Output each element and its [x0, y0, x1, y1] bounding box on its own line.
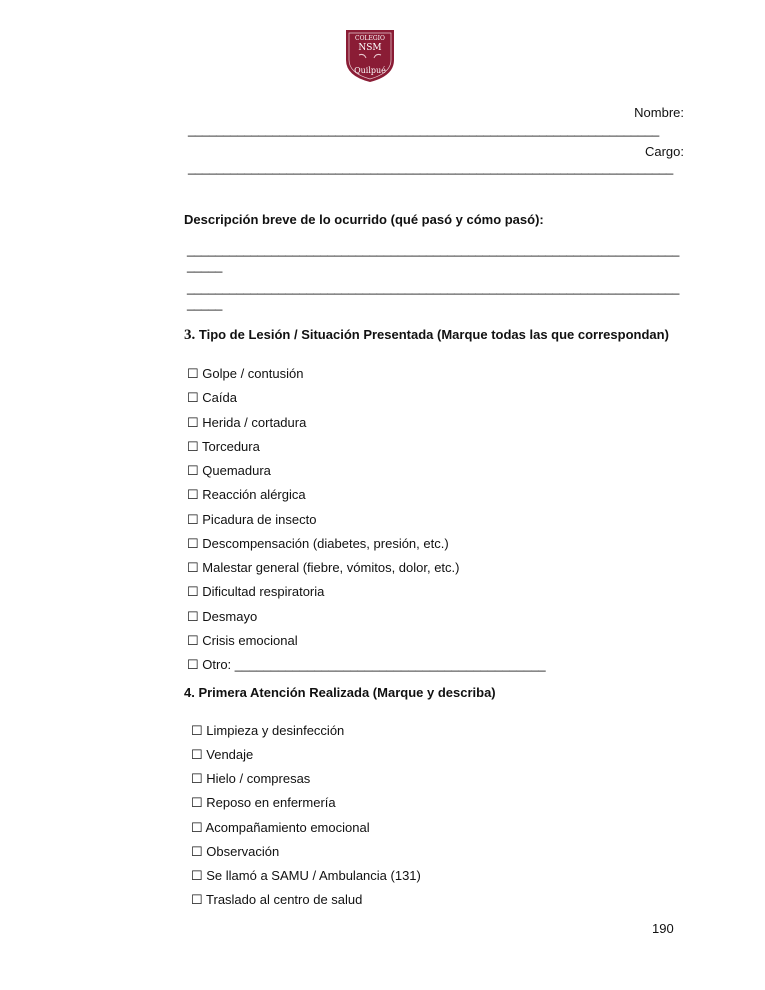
checkbox-otro[interactable]: ☐ Otro: ___________________________________________ [187, 657, 546, 672]
checkbox-acompanamiento[interactable]: ☐ Acompañamiento emocional [191, 820, 370, 835]
section-3-heading [184, 327, 669, 344]
page-number: 190 [652, 921, 674, 936]
checkbox-vendaje[interactable]: ☐ Vendaje [191, 747, 254, 762]
checkbox-torcedura[interactable]: ☐ Torcedura [187, 439, 260, 454]
checkbox-crisis-emocional[interactable]: ☐ Crisis emocional [187, 633, 298, 648]
description-line-2-wrap: _____ [187, 296, 223, 311]
section-4-heading: 4. Primera Atención Realizada (Marque y describa) [184, 685, 496, 700]
nombre-label: Nombre: [634, 105, 684, 120]
logo-line-1: COLEGIO [355, 35, 385, 42]
cargo-line[interactable]: _____________________________________________________________________ [188, 160, 674, 175]
checkbox-malestar[interactable]: ☐ Malestar general (fiebre, vómitos, dolor, etc.) [187, 560, 460, 575]
checkbox-golpe[interactable]: ☐ Golpe / contusión [187, 366, 304, 381]
checkbox-desmayo[interactable]: ☐ Desmayo [187, 609, 258, 624]
nombre-line[interactable]: ___________________________________________________________________ [188, 122, 660, 137]
cargo-label: Cargo: [644, 144, 684, 159]
description-line-1[interactable]: ______________________________________________________________________ [187, 242, 680, 257]
section-3-number: 3. [184, 327, 196, 343]
checkbox-descompensacion[interactable]: ☐ Descompensación (diabetes, presión, etc.) [187, 536, 449, 551]
description-line-2[interactable]: ______________________________________________________________________ [187, 280, 680, 295]
checkbox-reposo[interactable]: ☐ Reposo en enfermería [191, 795, 336, 810]
checkbox-reaccion-alergica[interactable]: ☐ Reacción alérgica [187, 487, 306, 502]
logo-line-2: NSM [358, 43, 382, 53]
school-logo-crest [342, 26, 398, 84]
checkbox-limpieza[interactable]: ☐ Limpieza y desinfección [191, 723, 345, 738]
checkbox-hielo[interactable]: ☐ Hielo / compresas [191, 771, 311, 786]
checkbox-picadura[interactable]: ☐ Picadura de insecto [187, 512, 317, 527]
description-line-1-wrap: _____ [187, 258, 223, 273]
checkbox-quemadura[interactable]: ☐ Quemadura [187, 463, 271, 478]
checkbox-caida[interactable]: ☐ Caída [187, 390, 237, 405]
logo-line-3: Quilpué [354, 66, 386, 75]
checkbox-traslado[interactable]: ☐ Traslado al centro de salud [191, 892, 363, 907]
checkbox-samu[interactable]: ☐ Se llamó a SAMU / Ambulancia (131) [191, 868, 421, 883]
section-3-title: Tipo de Lesión / Situación Presentada (Marque todas las que correspondan) [198, 327, 669, 342]
checkbox-herida[interactable]: ☐ Herida / cortadura [187, 415, 307, 430]
description-heading: Descripción breve de lo ocurrido (qué pasó y cómo pasó): [184, 212, 544, 227]
checkbox-dificultad-respiratoria[interactable]: ☐ Dificultad respiratoria [187, 584, 325, 599]
checkbox-observacion[interactable]: ☐ Observación [191, 844, 280, 859]
